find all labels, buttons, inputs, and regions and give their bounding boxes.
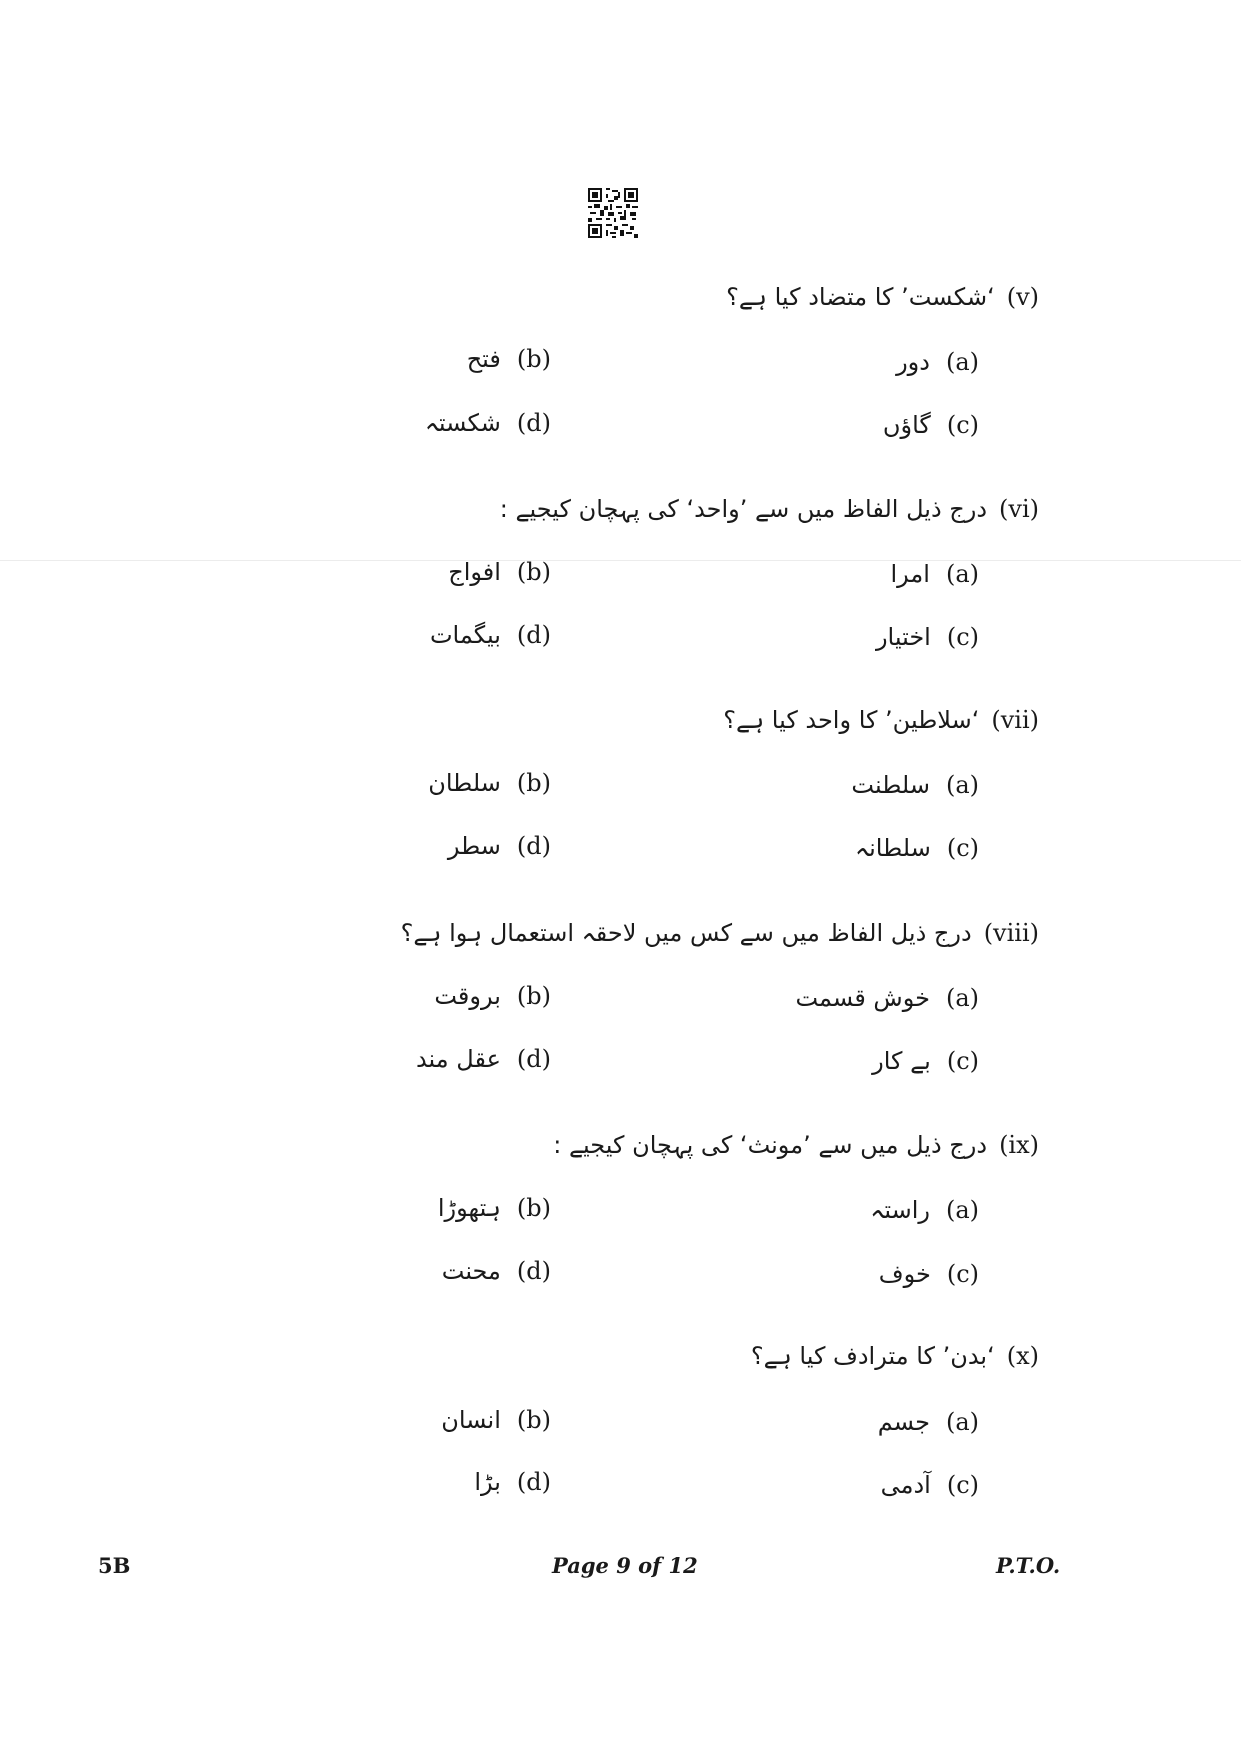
option-text: سلطنت [851, 771, 930, 799]
option-d [416, 1037, 551, 1081]
option-c [879, 1252, 979, 1296]
option-b [434, 974, 551, 1018]
option-b [438, 1186, 551, 1230]
question-number: (viii) [983, 919, 1039, 947]
option-c [872, 1039, 979, 1083]
qr-code-icon [588, 188, 638, 238]
option-text: افواج [448, 558, 501, 586]
option-d [448, 824, 551, 868]
question-number: (ix) [999, 1131, 1039, 1159]
option-c [883, 403, 979, 447]
question-number: (vii) [991, 706, 1039, 734]
paper-code: 5B [98, 1553, 131, 1578]
option-text: خوش قسمت [795, 984, 930, 1012]
question-text: درج ذیل الفاظ میں سے ’واحد‘ کی پہچان کیجیے : [499, 495, 988, 523]
option-text: سطر [447, 832, 501, 860]
option-label: (d) [516, 409, 551, 437]
question-text: درج ذیل میں سے ’مونث‘ کی پہچان کیجیے : [553, 1131, 988, 1159]
option-label: (c) [946, 1260, 979, 1288]
option-text: فتح [466, 345, 501, 373]
option-label: (c) [946, 834, 979, 862]
option-label: (c) [946, 1471, 979, 1499]
option-label: (d) [516, 1468, 551, 1496]
question-text: ‘سلاطین’ کا واحد کیا ہے؟ [723, 706, 980, 734]
option-label: (a) [945, 984, 979, 1012]
option-b [467, 337, 551, 381]
option-text: خوف [878, 1260, 931, 1288]
option-a [891, 552, 979, 596]
question-text: درج ذیل الفاظ میں سے کس میں لاحقہ استعمال ہوا ہے؟ [400, 919, 972, 947]
option-text: عقل مند [415, 1045, 501, 1073]
option-label: (b) [516, 982, 551, 1010]
option-a [878, 1400, 979, 1444]
option-label: (b) [516, 1194, 551, 1222]
option-text: شکستہ [424, 409, 501, 437]
question-number: (vi) [999, 495, 1039, 523]
option-a [851, 763, 979, 807]
option-label: (c) [946, 411, 979, 439]
option-label: (d) [516, 621, 551, 649]
option-text: ہتھوڑا [437, 1194, 501, 1222]
option-text: بڑا [474, 1468, 501, 1496]
option-label: (d) [516, 1257, 551, 1285]
option-text: دور [896, 348, 930, 376]
option-b [448, 550, 551, 594]
option-text: گاؤں [882, 411, 931, 439]
option-text: امرا [890, 560, 930, 588]
option-a [870, 1188, 979, 1232]
option-label: (c) [946, 623, 979, 651]
option-a [896, 340, 979, 384]
option-label: (b) [516, 558, 551, 586]
option-label: (a) [945, 560, 979, 588]
question-6 [339, 487, 1039, 531]
option-text: راستہ [870, 1196, 930, 1224]
question-9 [339, 1123, 1039, 1167]
option-d [474, 1460, 551, 1504]
option-text: اختیار [875, 623, 931, 651]
option-label: (a) [945, 771, 979, 799]
option-text: بروقت [434, 982, 501, 1010]
option-text: بیگمات [429, 621, 501, 649]
option-label: (b) [516, 1406, 551, 1434]
option-label: (c) [946, 1047, 979, 1075]
option-label: (d) [516, 1045, 551, 1073]
option-label: (d) [516, 832, 551, 860]
question-7 [339, 698, 1039, 742]
option-text: سلطانہ [855, 834, 931, 862]
question-number: (v) [1006, 283, 1039, 311]
question-text: ‘شکست’ کا متضاد کیا ہے؟ [726, 283, 995, 311]
option-text: انسان [441, 1406, 501, 1434]
option-text: آدمی [880, 1471, 931, 1499]
option-a [795, 976, 979, 1020]
question-text: ‘بدن’ کا مترادف کیا ہے؟ [750, 1342, 995, 1370]
option-label: (a) [945, 348, 979, 376]
option-d [430, 613, 551, 657]
option-label: (b) [516, 769, 551, 797]
option-c [881, 1463, 979, 1507]
option-d [442, 1249, 551, 1293]
question-8 [339, 911, 1039, 955]
option-b [441, 1398, 551, 1442]
option-c [855, 826, 979, 870]
option-c [876, 615, 979, 659]
option-d [425, 401, 551, 445]
question-10 [339, 1334, 1039, 1378]
scan-artifact-line [0, 560, 1241, 561]
option-b [428, 761, 551, 805]
page-number: Page 9 of 12 [552, 1553, 698, 1578]
question-5 [339, 275, 1039, 319]
option-label: (b) [516, 345, 551, 373]
option-text: جسم [877, 1408, 930, 1436]
option-text: محنت [441, 1257, 501, 1285]
question-number: (x) [1006, 1342, 1039, 1370]
option-text: بے کار [872, 1047, 931, 1075]
option-text: سلطان [428, 769, 501, 797]
pto-label: P.T.O. [996, 1553, 1061, 1578]
option-label: (a) [945, 1408, 979, 1436]
option-label: (a) [945, 1196, 979, 1224]
